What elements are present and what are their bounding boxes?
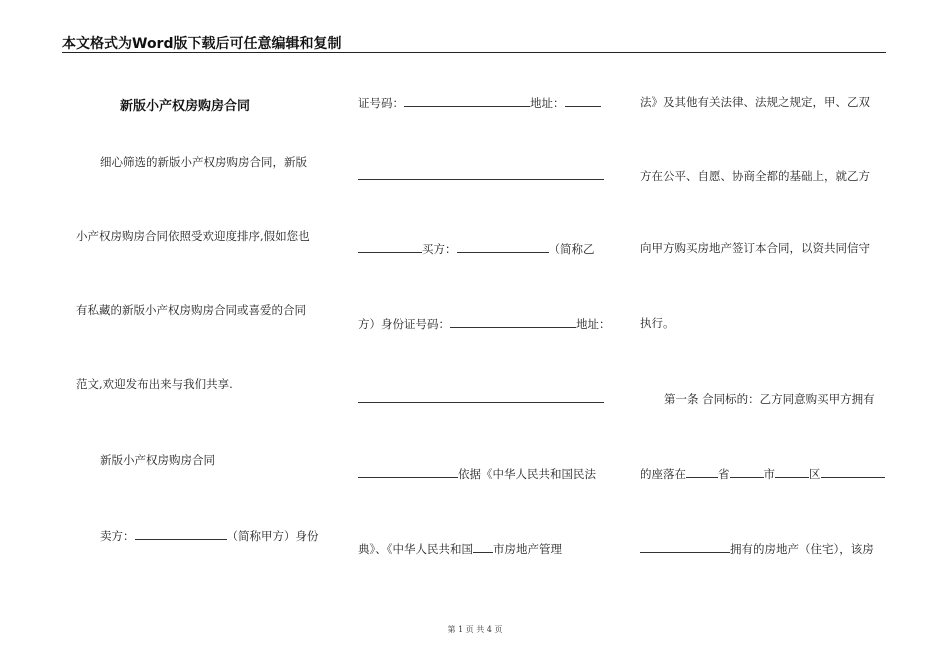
district-label: 区 bbox=[809, 467, 821, 481]
buyer-prefix-blank[interactable] bbox=[358, 241, 422, 253]
paragraph-line: 执行。 bbox=[640, 316, 675, 330]
buyer-abbrev-label: （简称乙 bbox=[548, 242, 595, 256]
province-blank[interactable] bbox=[686, 466, 718, 478]
seller-address-continuation-blank[interactable] bbox=[358, 179, 604, 180]
basis-text: 依据《中华人民共和国民法 bbox=[458, 467, 596, 481]
seller-line bbox=[100, 528, 319, 543]
buyer-line bbox=[358, 241, 595, 256]
document-title: 新版小产权房购房合同 bbox=[120, 99, 251, 114]
paragraph-line: 小产权房购房合同依照受欢迎度排序,假如您也 bbox=[76, 229, 310, 243]
id-number-label: 证号码： bbox=[358, 96, 404, 110]
law-reference-suffix: 市房地产管理 bbox=[493, 542, 562, 556]
paragraph-line: 方在公平、自愿、协商全都的基础上，就乙方 bbox=[640, 169, 870, 183]
seller-name-blank[interactable] bbox=[135, 528, 227, 540]
location-label: 的座落在 bbox=[640, 467, 686, 481]
buyer-id-label: 方）身份证号码： bbox=[358, 317, 450, 331]
city-blank[interactable] bbox=[730, 466, 764, 478]
property-line bbox=[640, 541, 874, 556]
article-1-heading: 第一条 合同标的：乙方同意购买甲方拥有 bbox=[664, 392, 875, 406]
buyer-address-label: 地址： bbox=[576, 317, 611, 331]
property-prefix-blank[interactable] bbox=[640, 541, 730, 553]
seller-id-blank[interactable] bbox=[404, 95, 530, 107]
paragraph-line: 法》及其他有关法律、法规之规定，甲、乙双 bbox=[640, 95, 870, 109]
paragraph-line: 有私藏的新版小产权房购房合同或喜爱的合同 bbox=[76, 303, 306, 317]
basis-line bbox=[358, 466, 596, 481]
page-number: 第 1 页 共 4 页 bbox=[447, 625, 503, 634]
province-label: 省 bbox=[718, 467, 730, 481]
location-line bbox=[640, 466, 885, 481]
buyer-id-blank[interactable] bbox=[450, 316, 576, 328]
paragraph-line: 向甲方购买房地产签订本合同，以资共同信守 bbox=[640, 241, 870, 255]
buyer-address-blank[interactable] bbox=[358, 402, 604, 403]
city-name-blank[interactable] bbox=[473, 541, 493, 553]
paragraph-line: 细心筛选的新版小产权房购房合同，新版 bbox=[100, 155, 307, 169]
seller-abbrev-label: （简称甲方）身份 bbox=[226, 529, 319, 543]
law-reference-text: 典》、《中华人民共和国 bbox=[358, 542, 473, 556]
seller-address-blank[interactable] bbox=[565, 95, 601, 107]
section-heading: 新版小产权房购房合同 bbox=[100, 453, 215, 467]
paragraph-line: 范文,欢迎发布出来与我们共享. bbox=[76, 377, 233, 391]
buyer-id-line bbox=[358, 316, 611, 331]
law-reference-line bbox=[358, 541, 562, 556]
basis-prefix-blank[interactable] bbox=[358, 466, 458, 478]
buyer-label: 买方： bbox=[422, 242, 457, 256]
district-blank[interactable] bbox=[775, 466, 809, 478]
buyer-name-blank[interactable] bbox=[457, 241, 549, 253]
page-header: 本文格式为Word版下载后可任意编辑和复制 bbox=[62, 36, 342, 52]
header-divider bbox=[62, 52, 886, 53]
address-label: 地址： bbox=[530, 96, 565, 110]
seller-label: 卖方： bbox=[100, 529, 135, 543]
id-address-line bbox=[358, 95, 601, 110]
property-text: 拥有的房地产（住宅），该房 bbox=[730, 542, 874, 556]
city-label: 市 bbox=[763, 467, 775, 481]
street-blank[interactable] bbox=[821, 466, 885, 478]
